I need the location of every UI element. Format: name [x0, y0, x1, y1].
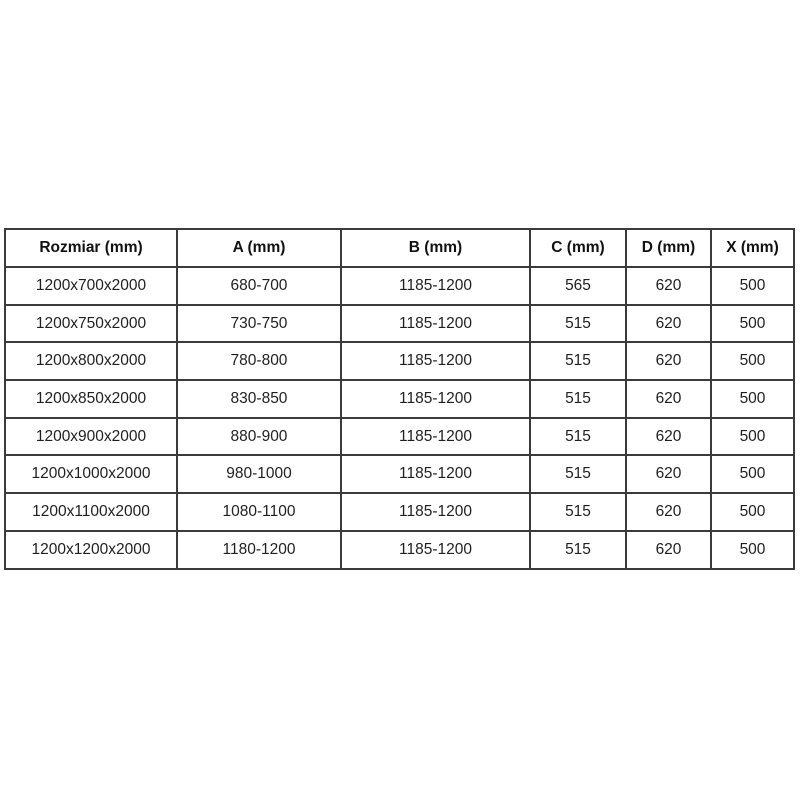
table-cell: 620 — [626, 455, 711, 493]
table-cell: 880-900 — [177, 418, 341, 456]
table-cell: 500 — [711, 493, 794, 531]
table-cell: 1185-1200 — [341, 342, 530, 380]
table-cell: 500 — [711, 455, 794, 493]
table-cell: 1185-1200 — [341, 531, 530, 569]
table-cell: 620 — [626, 380, 711, 418]
column-header-1: A (mm) — [177, 229, 341, 267]
table-cell: 515 — [530, 455, 626, 493]
column-header-5: X (mm) — [711, 229, 794, 267]
table-cell: 515 — [530, 418, 626, 456]
table-cell: 1200x1200x2000 — [5, 531, 177, 569]
table-cell: 830-850 — [177, 380, 341, 418]
table-cell: 1200x1100x2000 — [5, 493, 177, 531]
table-cell: 515 — [530, 531, 626, 569]
table-cell: 1200x800x2000 — [5, 342, 177, 380]
table-cell: 620 — [626, 305, 711, 343]
table-row — [5, 342, 794, 380]
header-row — [5, 229, 794, 267]
table-cell: 1185-1200 — [341, 455, 530, 493]
column-header-2: B (mm) — [341, 229, 530, 267]
table-cell: 1200x1000x2000 — [5, 455, 177, 493]
table-header — [5, 229, 794, 267]
table-cell: 515 — [530, 305, 626, 343]
table-cell: 1185-1200 — [341, 493, 530, 531]
table-row — [5, 455, 794, 493]
table-row — [5, 305, 794, 343]
table-cell: 1180-1200 — [177, 531, 341, 569]
table-cell: 515 — [530, 342, 626, 380]
table-cell: 500 — [711, 342, 794, 380]
table-row — [5, 380, 794, 418]
table-cell: 730-750 — [177, 305, 341, 343]
table-cell: 680-700 — [177, 267, 341, 305]
table-cell: 500 — [711, 305, 794, 343]
table-cell: 500 — [711, 380, 794, 418]
table-cell: 780-800 — [177, 342, 341, 380]
table-cell: 1200x850x2000 — [5, 380, 177, 418]
table-cell: 500 — [711, 531, 794, 569]
table-cell: 1200x750x2000 — [5, 305, 177, 343]
table-cell: 1080-1100 — [177, 493, 341, 531]
table-cell: 1200x900x2000 — [5, 418, 177, 456]
table-cell: 620 — [626, 418, 711, 456]
table-cell: 1185-1200 — [341, 267, 530, 305]
table-row — [5, 531, 794, 569]
table-cell: 500 — [711, 267, 794, 305]
column-header-4: D (mm) — [626, 229, 711, 267]
table-row — [5, 418, 794, 456]
table-cell: 620 — [626, 267, 711, 305]
table-cell: 620 — [626, 493, 711, 531]
table-cell: 1200x700x2000 — [5, 267, 177, 305]
table-cell: 1185-1200 — [341, 380, 530, 418]
table-cell: 980-1000 — [177, 455, 341, 493]
table-cell: 620 — [626, 531, 711, 569]
table-cell: 1185-1200 — [341, 418, 530, 456]
table-cell: 515 — [530, 493, 626, 531]
size-spec-table — [4, 228, 795, 570]
column-header-0: Rozmiar (mm) — [5, 229, 177, 267]
column-header-3: C (mm) — [530, 229, 626, 267]
table-cell: 515 — [530, 380, 626, 418]
table-row — [5, 493, 794, 531]
table-cell: 620 — [626, 342, 711, 380]
table-cell: 500 — [711, 418, 794, 456]
table-row — [5, 267, 794, 305]
table-body — [5, 267, 794, 569]
table-cell: 565 — [530, 267, 626, 305]
table-cell: 1185-1200 — [341, 305, 530, 343]
